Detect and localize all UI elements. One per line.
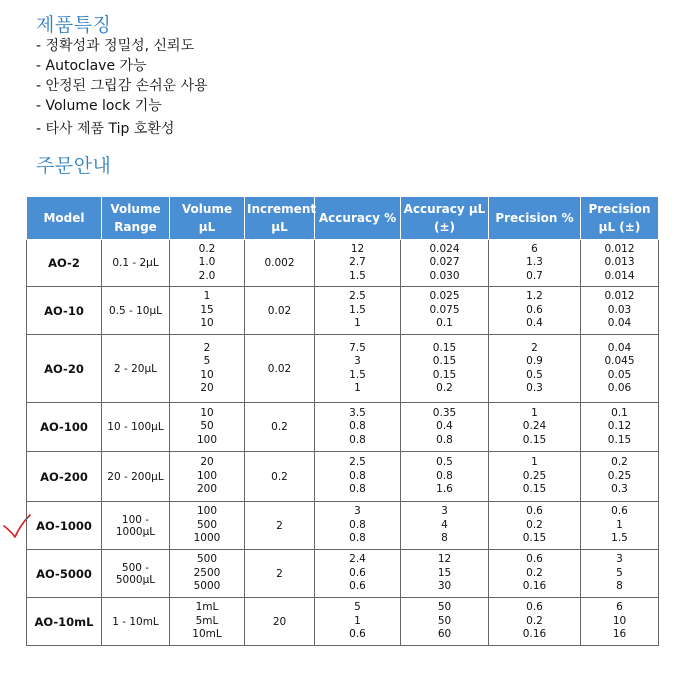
- model-cell: AO-1000: [27, 502, 102, 550]
- accuracy-ul-cell: [401, 287, 489, 335]
- precision-ul-cell-value: 0.06: [607, 382, 632, 394]
- features-heading: 제품특징: [36, 14, 112, 36]
- precision-pct-cell-value: 1: [531, 406, 538, 419]
- accuracy-ul-cell-value: 0.35: [432, 406, 457, 419]
- column-header: Volume µL: [170, 197, 245, 240]
- precision-pct-cell-value: 0.15: [522, 483, 547, 496]
- precision-pct-cell-value: 6: [531, 242, 538, 255]
- feature-item: - Autoclave 가능: [36, 58, 147, 74]
- precision-pct-cell-value: 0.6: [526, 505, 543, 518]
- accuracy-ul-cell: [401, 452, 489, 502]
- accuracy-ul-cell-value: 0.15: [432, 341, 457, 354]
- accuracy-pct-cell-value: 1: [354, 317, 361, 330]
- precision-pct-cell-value: 0.15: [522, 433, 547, 446]
- precision-pct-cell-value: 1.3: [526, 256, 543, 269]
- model-cell: AO-5000: [27, 550, 102, 598]
- precision-ul-cell: [581, 335, 659, 403]
- volume-cell-value: 1.0: [198, 256, 216, 269]
- accuracy-ul-cell-value: 30: [437, 580, 452, 593]
- increment-cell: 20: [245, 598, 315, 646]
- volume-cell-value: 10mL: [192, 628, 222, 641]
- precision-ul-cell-value: 16: [612, 628, 627, 641]
- accuracy-ul-cell-value: 0.15: [432, 368, 457, 381]
- precision-pct-cell-value: 1: [531, 456, 538, 469]
- accuracy-pct-cell-value: 0.8: [349, 518, 366, 531]
- precision-ul-cell-value: 10: [612, 614, 627, 627]
- accuracy-ul-cell-value: 0.8: [436, 469, 453, 482]
- accuracy-pct-cell-value: 0.6: [349, 628, 366, 641]
- precision-ul-cell: [581, 403, 659, 452]
- accuracy-pct-cell: [315, 502, 401, 550]
- precision-pct-cell-value: 0.2: [526, 614, 543, 627]
- precision-ul-cell-value: 0.3: [611, 483, 628, 496]
- volume-cell-value: 2: [203, 341, 211, 354]
- features-list: [36, 36, 208, 139]
- precision-pct-cell: [489, 287, 581, 335]
- precision-ul-cell-value: 0.045: [604, 355, 635, 367]
- accuracy-pct-cell-value: 0.6: [349, 566, 366, 579]
- precision-ul-cell-value: 0.012: [604, 290, 635, 303]
- accuracy-pct-cell-value: 0.8: [349, 433, 366, 446]
- accuracy-ul-cell-value: 60: [437, 628, 452, 641]
- volume-cell: [170, 550, 245, 598]
- accuracy-pct-cell-value: 0.6: [349, 580, 366, 593]
- model-cell: AO-200: [27, 452, 102, 502]
- precision-ul-cell-value: 5: [616, 566, 623, 579]
- precision-ul-cell: [581, 452, 659, 502]
- accuracy-ul-cell-value: 4: [441, 518, 448, 531]
- table-row: [27, 550, 659, 598]
- precision-pct-cell: [489, 550, 581, 598]
- volume-cell-value: 500: [196, 518, 218, 531]
- precision-pct-cell: [489, 240, 581, 287]
- precision-ul-cell-value: 0.04: [607, 317, 632, 330]
- model-cell: AO-10mL: [27, 598, 102, 646]
- accuracy-pct-cell-value: 1.5: [349, 368, 366, 381]
- table-row: [27, 240, 659, 287]
- volume-cell-value: 100: [196, 505, 218, 518]
- precision-ul-cell: [581, 598, 659, 646]
- precision-ul-cell-value: 0.12: [607, 420, 632, 433]
- volume-cell-value: 100: [196, 469, 218, 482]
- precision-pct-cell-value: 0.2: [526, 518, 543, 531]
- precision-pct-cell-value: 0.6: [526, 303, 543, 316]
- precision-pct-cell: [489, 452, 581, 502]
- volume-cell-value: 50: [200, 420, 214, 433]
- precision-pct-cell: [489, 335, 581, 403]
- precision-ul-cell-value: 0.03: [607, 303, 632, 316]
- precision-pct-cell: [489, 502, 581, 550]
- table-row: [27, 598, 659, 646]
- precision-pct-cell-value: 0.16: [522, 580, 547, 593]
- precision-ul-cell: [581, 502, 659, 550]
- precision-pct-cell-value: 0.24: [522, 420, 547, 433]
- column-header: Precision µL (±): [581, 197, 659, 240]
- table-header-row: [27, 197, 659, 240]
- accuracy-ul-cell-value: 0.5: [436, 456, 453, 469]
- accuracy-ul-cell-value: 3: [441, 505, 448, 518]
- precision-ul-cell-value: 0.05: [607, 368, 632, 381]
- feature-item: - 정확성과 정밀성, 신뢰도: [36, 38, 195, 54]
- volume-cell-value: 200: [196, 483, 218, 496]
- accuracy-pct-cell-value: 0.8: [349, 420, 366, 433]
- accuracy-ul-cell: [401, 240, 489, 287]
- volume-range-cell: 10 - 100µL: [102, 403, 170, 452]
- accuracy-ul-cell-value: 0.030: [429, 269, 460, 282]
- accuracy-pct-cell: [315, 335, 401, 403]
- accuracy-pct-cell-value: 1: [354, 614, 361, 627]
- feature-item: - 타사 제품 Tip 호환성: [36, 121, 175, 137]
- accuracy-pct-cell-value: 12: [350, 242, 365, 255]
- precision-ul-cell-value: 0.2: [611, 456, 628, 469]
- precision-pct-cell-value: 0.6: [526, 601, 543, 614]
- volume-cell-value: 5mL: [195, 614, 219, 627]
- accuracy-ul-cell: [401, 502, 489, 550]
- precision-ul-cell-value: 0.25: [607, 469, 632, 482]
- column-header: Increment µL: [245, 197, 315, 240]
- accuracy-ul-cell: [401, 335, 489, 403]
- table-row: [27, 403, 659, 452]
- column-header: Accuracy %: [315, 197, 401, 240]
- accuracy-ul-cell-value: 0.025: [429, 290, 460, 303]
- increment-cell: 0.2: [245, 452, 315, 502]
- accuracy-pct-cell-value: 0.8: [349, 483, 366, 496]
- volume-cell-value: 5: [203, 355, 211, 367]
- model-cell: AO-20: [27, 335, 102, 403]
- volume-cell: [170, 598, 245, 646]
- order-heading: 주문안내: [36, 155, 112, 177]
- increment-cell: 0.02: [245, 335, 315, 403]
- accuracy-pct-cell-value: 3: [354, 355, 361, 367]
- volume-cell-value: 1mL: [195, 601, 219, 614]
- accuracy-ul-cell-value: 0.15: [432, 355, 457, 367]
- feature-item: - 안정된 그립감 손쉬운 사용: [36, 78, 208, 94]
- volume-cell-value: 5000: [193, 580, 221, 593]
- precision-pct-cell: [489, 403, 581, 452]
- volume-range-cell: 0.5 - 10µL: [102, 287, 170, 335]
- accuracy-pct-cell: [315, 452, 401, 502]
- volume-cell-value: 1: [203, 290, 211, 303]
- volume-range-cell: 0.1 - 2µL: [102, 240, 170, 287]
- accuracy-ul-cell-value: 12: [437, 553, 452, 566]
- accuracy-ul-cell-value: 8: [441, 532, 448, 545]
- volume-cell-value: 2.0: [198, 269, 216, 282]
- volume-cell: [170, 403, 245, 452]
- accuracy-pct-cell-value: 2.5: [349, 456, 366, 469]
- accuracy-ul-cell: [401, 403, 489, 452]
- precision-ul-cell-value: 0.013: [604, 256, 635, 269]
- volume-cell: [170, 452, 245, 502]
- volume-cell-value: 15: [200, 303, 214, 316]
- precision-ul-cell: [581, 550, 659, 598]
- accuracy-pct-cell-value: 2.5: [349, 290, 366, 303]
- precision-pct-cell-value: 0.25: [522, 469, 547, 482]
- volume-cell-value: 20: [200, 456, 214, 469]
- accuracy-ul-cell-value: 0.8: [436, 433, 453, 446]
- model-cell: AO-100: [27, 403, 102, 452]
- accuracy-ul-cell-value: 0.024: [429, 242, 460, 255]
- accuracy-ul-cell-value: 50: [437, 601, 452, 614]
- accuracy-pct-cell-value: 1.5: [349, 269, 366, 282]
- precision-ul-cell-value: 0.6: [611, 505, 628, 518]
- precision-pct-cell: [489, 598, 581, 646]
- volume-cell-value: 10: [200, 317, 214, 330]
- column-header: Volume Range: [102, 197, 170, 240]
- accuracy-ul-cell-value: 0.4: [436, 420, 453, 433]
- volume-cell-value: 100: [196, 433, 218, 446]
- accuracy-ul-cell-value: 50: [437, 614, 452, 627]
- volume-cell-value: 0.2: [198, 242, 216, 255]
- table-row: [27, 502, 659, 550]
- volume-range-cell: 500 - 5000µL: [102, 550, 170, 598]
- volume-cell: [170, 335, 245, 403]
- volume-range-cell: 2 - 20µL: [102, 335, 170, 403]
- volume-cell-value: 1000: [193, 532, 221, 545]
- volume-cell: [170, 287, 245, 335]
- accuracy-ul-cell-value: 15: [437, 566, 452, 579]
- volume-cell: [170, 240, 245, 287]
- precision-ul-cell-value: 6: [616, 601, 623, 614]
- precision-ul-cell-value: 0.1: [611, 406, 628, 419]
- accuracy-pct-cell: [315, 403, 401, 452]
- accuracy-pct-cell: [315, 550, 401, 598]
- precision-ul-cell-value: 8: [616, 580, 623, 593]
- precision-pct-cell-value: 2: [531, 341, 538, 354]
- precision-ul-cell: [581, 240, 659, 287]
- accuracy-ul-cell-value: 1.6: [436, 483, 453, 496]
- increment-cell: 2: [245, 502, 315, 550]
- column-header: Accuracy µL (±): [401, 197, 489, 240]
- accuracy-pct-cell: [315, 240, 401, 287]
- precision-pct-cell-value: 0.9: [526, 355, 543, 367]
- increment-cell: 2: [245, 550, 315, 598]
- volume-cell-value: 10: [200, 406, 214, 419]
- volume-cell-value: 500: [196, 553, 218, 566]
- precision-ul-cell-value: 0.014: [604, 269, 635, 282]
- precision-pct-cell-value: 0.7: [526, 269, 543, 282]
- accuracy-pct-cell-value: 5: [354, 601, 361, 614]
- accuracy-ul-cell-value: 0.075: [429, 303, 460, 316]
- precision-pct-cell-value: 0.16: [522, 628, 547, 641]
- accuracy-pct-cell: [315, 598, 401, 646]
- precision-pct-cell-value: 0.5: [526, 368, 543, 381]
- accuracy-pct-cell-value: 0.8: [349, 532, 366, 545]
- accuracy-ul-cell: [401, 550, 489, 598]
- increment-cell: 0.2: [245, 403, 315, 452]
- increment-cell: 0.002: [245, 240, 315, 287]
- column-header: Model: [27, 197, 102, 240]
- volume-range-cell: 20 - 200µL: [102, 452, 170, 502]
- precision-pct-cell-value: 0.3: [526, 382, 543, 394]
- accuracy-ul-cell-value: 0.1: [436, 317, 453, 330]
- accuracy-ul-cell-value: 0.027: [429, 256, 460, 269]
- model-cell: AO-2: [27, 240, 102, 287]
- precision-ul-cell: [581, 287, 659, 335]
- table-row: [27, 335, 659, 403]
- volume-cell: [170, 502, 245, 550]
- precision-ul-cell-value: 3: [616, 553, 623, 566]
- precision-pct-cell-value: 0.4: [526, 317, 543, 330]
- accuracy-pct-cell: [315, 287, 401, 335]
- accuracy-pct-cell-value: 3: [354, 505, 361, 518]
- volume-range-cell: 1 - 10mL: [102, 598, 170, 646]
- precision-ul-cell-value: 0.15: [607, 433, 632, 446]
- model-cell: AO-10: [27, 287, 102, 335]
- precision-ul-cell-value: 1.5: [611, 532, 628, 545]
- table-row: [27, 287, 659, 335]
- accuracy-pct-cell-value: 0.8: [349, 469, 366, 482]
- volume-cell-value: 20: [200, 382, 214, 394]
- accuracy-pct-cell-value: 7.5: [349, 341, 366, 354]
- accuracy-ul-cell: [401, 598, 489, 646]
- accuracy-pct-cell-value: 1.5: [349, 303, 366, 316]
- precision-pct-cell-value: 1.2: [526, 290, 543, 303]
- increment-cell: 0.02: [245, 287, 315, 335]
- accuracy-pct-cell-value: 2.4: [349, 553, 366, 566]
- precision-pct-cell-value: 0.15: [522, 532, 547, 545]
- column-header: Precision %: [489, 197, 581, 240]
- spec-table: [26, 196, 659, 646]
- accuracy-pct-cell-value: 1: [354, 382, 361, 394]
- precision-ul-cell-value: 0.012: [604, 242, 635, 255]
- precision-ul-cell-value: 1: [616, 518, 623, 531]
- precision-pct-cell-value: 0.2: [526, 566, 543, 579]
- accuracy-pct-cell-value: 2.7: [349, 256, 366, 269]
- table-row: [27, 452, 659, 502]
- volume-cell-value: 10: [200, 368, 214, 381]
- precision-ul-cell-value: 0.04: [607, 341, 632, 354]
- volume-cell-value: 2500: [193, 566, 221, 579]
- volume-range-cell: 100 - 1000µL: [102, 502, 170, 550]
- accuracy-ul-cell-value: 0.2: [436, 382, 453, 394]
- feature-item: - Volume lock 기능: [36, 98, 162, 114]
- accuracy-pct-cell-value: 3.5: [349, 406, 366, 419]
- precision-pct-cell-value: 0.6: [526, 553, 543, 566]
